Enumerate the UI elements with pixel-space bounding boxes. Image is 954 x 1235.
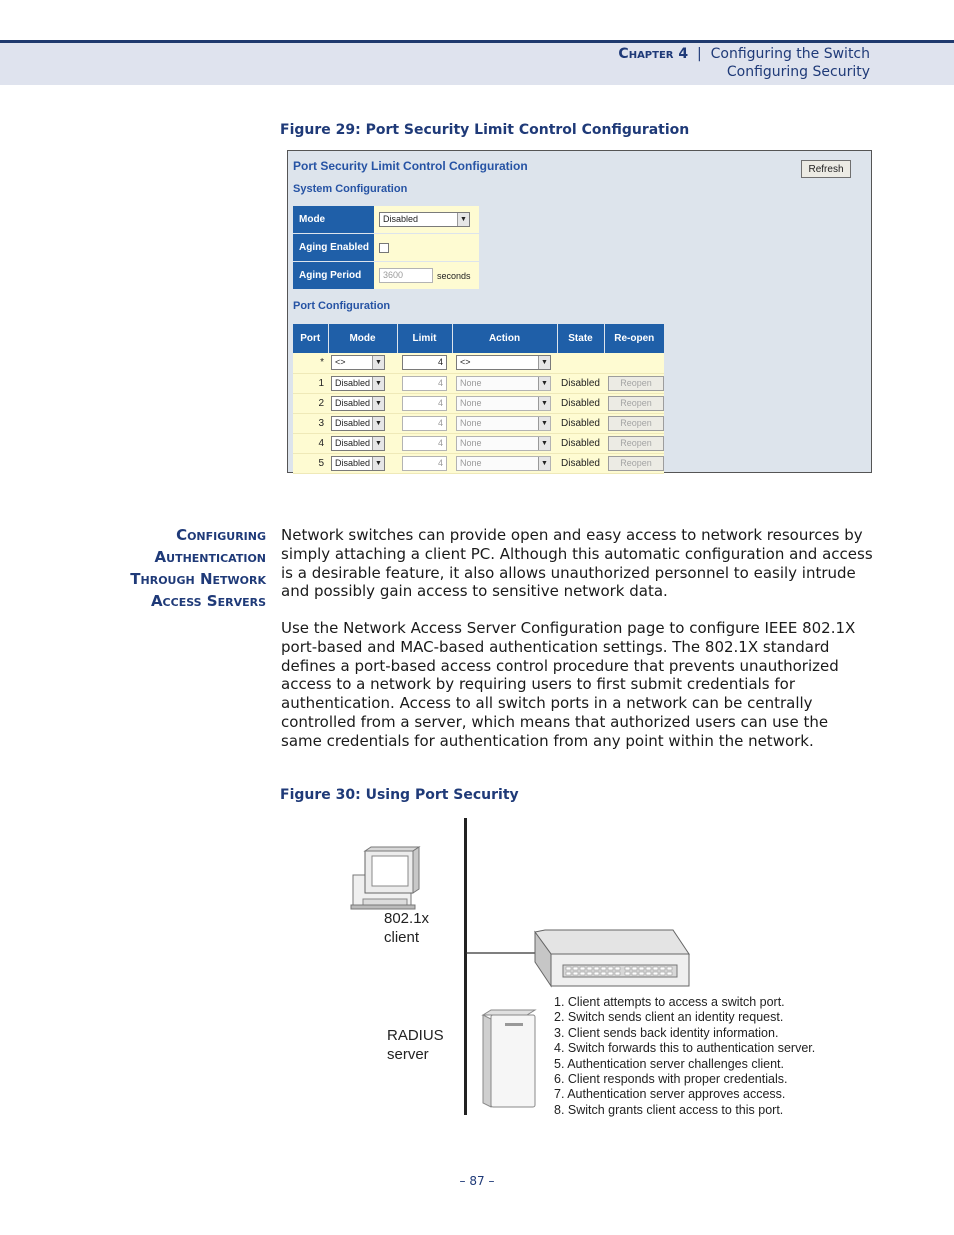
action-select[interactable]: None ▼	[456, 416, 551, 431]
chevron-down-icon: ▼	[538, 457, 550, 470]
port-security-diagram	[345, 818, 865, 1118]
port-configuration-heading: Port Configuration	[293, 300, 391, 312]
running-header-chapter	[618, 46, 870, 62]
header-separator: |	[697, 46, 702, 62]
mode-select[interactable]: Disabled ▼	[331, 376, 385, 391]
mode-select[interactable]: <> ▼	[331, 355, 385, 370]
state-cell: Disabled	[557, 433, 604, 453]
reopen-button[interactable]: Reopen	[608, 416, 664, 431]
server-icon	[483, 1010, 535, 1107]
table-row	[293, 453, 664, 473]
chapter-title: Configuring the Switch	[710, 46, 870, 62]
chevron-down-icon: ▼	[538, 437, 550, 450]
action-select[interactable]: None ▼	[456, 436, 551, 451]
authentication-steps-list	[554, 995, 815, 1118]
action-select[interactable]: None ▼	[456, 456, 551, 471]
chapter-number: Chapter 4	[618, 46, 689, 62]
state-cell: Disabled	[557, 413, 604, 433]
page-number: – 87 –	[459, 1174, 495, 1188]
port-cell: 2	[293, 393, 328, 413]
col-mode: Mode	[328, 324, 397, 353]
state-cell: Disabled	[557, 453, 604, 473]
refresh-button[interactable]: Refresh	[801, 160, 851, 178]
table-row	[293, 433, 664, 453]
table-row	[293, 373, 664, 393]
reopen-button[interactable]: Reopen	[608, 396, 664, 411]
mode-select[interactable]: Disabled ▼	[331, 396, 385, 411]
pc-client-icon	[351, 847, 419, 909]
port-cell: 4	[293, 433, 328, 453]
state-cell: Disabled	[557, 373, 604, 393]
chevron-down-icon: ▼	[372, 377, 384, 390]
chevron-down-icon: ▼	[372, 356, 384, 369]
action-select[interactable]: None ▼	[456, 376, 551, 391]
chevron-down-icon: ▼	[372, 397, 384, 410]
port-security-screenshot	[287, 150, 872, 473]
chevron-down-icon: ▼	[538, 356, 550, 369]
mode-select[interactable]: Disabled ▼	[331, 416, 385, 431]
col-port: Port	[293, 324, 328, 353]
chevron-down-icon: ▼	[538, 397, 550, 410]
reopen-cell	[604, 353, 664, 373]
limit-input[interactable]: 4	[402, 376, 447, 391]
aging-enabled-checkbox[interactable]	[379, 243, 389, 253]
mode-select[interactable]: Disabled ▼	[379, 212, 470, 227]
chevron-down-icon: ▼	[538, 417, 550, 430]
aging-period-unit: seconds	[437, 270, 471, 281]
figure-30-caption: Figure 30: Using Port Security	[280, 787, 519, 803]
port-cell: 5	[293, 453, 328, 473]
col-limit: Limit	[397, 324, 452, 353]
list-item: 4. Switch forwards this to authentication server.	[554, 1041, 816, 1056]
mode-select[interactable]: Disabled ▼	[331, 456, 385, 471]
list-item: 8. Switch grants client access to this port.	[554, 1102, 784, 1117]
body-paragraph-2: Use the Network Access Server Configuration page to configure IEEE 802.1X port-based and MAC-based authentication settings. The 802.1X standard defines a port-based access control procedure that prevents unauthorized access to a network by requiring users to first submit credentials for authentication. Access to all switch ports in a network can be centrally controlled from a server, which means that authorized users can use the same credentials for authentication from any point within the network.	[281, 619, 856, 750]
panel-title: Port Security Limit Control Configuration	[293, 159, 528, 173]
running-header-section: Configuring Security	[726, 64, 870, 80]
switch-icon	[535, 930, 689, 986]
port-cell: *	[293, 353, 328, 373]
action-select[interactable]: <> ▼	[456, 355, 551, 370]
aging-period-label: Aging Period	[293, 262, 374, 290]
action-select[interactable]: None ▼	[456, 396, 551, 411]
list-item: 2. Switch sends client an identity request.	[554, 1010, 784, 1025]
limit-input[interactable]: 4	[402, 355, 447, 370]
chevron-down-icon: ▼	[538, 377, 550, 390]
chevron-down-icon: ▼	[457, 213, 469, 226]
reopen-button[interactable]: Reopen	[608, 376, 664, 391]
port-cell: 1	[293, 373, 328, 393]
figure-29-caption: Figure 29: Port Security Limit Control Configuration	[280, 122, 690, 138]
list-item: 3. Client sends back identity information.	[554, 1025, 779, 1040]
mode-row	[293, 206, 479, 234]
aging-enabled-row	[293, 234, 479, 262]
port-cell: 3	[293, 413, 328, 433]
table-row	[293, 393, 664, 413]
col-state: State	[557, 324, 604, 353]
table-row	[293, 353, 664, 373]
limit-input[interactable]: 4	[402, 416, 447, 431]
port-configuration-table	[293, 324, 664, 474]
state-cell	[557, 353, 604, 373]
chevron-down-icon: ▼	[372, 417, 384, 430]
reopen-button[interactable]: Reopen	[608, 456, 664, 471]
limit-input[interactable]: 4	[402, 456, 447, 471]
state-cell: Disabled	[557, 393, 604, 413]
mode-select[interactable]: Disabled ▼	[331, 436, 385, 451]
col-action: Action	[452, 324, 557, 353]
aging-enabled-label: Aging Enabled	[293, 234, 374, 262]
body-paragraph-1: Network switches can provide open and easy access to network resources by simply attaching a client PC. Although this automatic configuration and access is a desirable feature, it also allows unauthorized personnel to easily intrude and possibly gain access to sensitive network data.	[281, 526, 873, 601]
reopen-button[interactable]: Reopen	[608, 436, 664, 451]
radius-server-label: RADIUS server	[387, 1027, 444, 1063]
aging-period-row	[293, 262, 479, 290]
client-label: 802.1x client	[384, 910, 430, 946]
table-row	[293, 413, 664, 433]
chevron-down-icon: ▼	[372, 457, 384, 470]
mode-label: Mode	[293, 206, 374, 234]
col-reopen: Re-open	[604, 324, 664, 353]
section-heading: Configuring Authentication Through Network Access Servers	[130, 526, 266, 610]
limit-input[interactable]: 4	[402, 436, 447, 451]
list-item: 5. Authentication server challenges client.	[554, 1056, 784, 1071]
list-item: 7. Authentication server approves access.	[554, 1087, 786, 1102]
system-configuration-heading: System Configuration	[293, 183, 408, 195]
table-header-row	[293, 324, 664, 353]
list-item: 6. Client responds with proper credentials.	[554, 1072, 788, 1087]
aging-period-input[interactable]: 3600	[379, 268, 433, 283]
list-item: 1. Client attempts to access a switch port.	[554, 995, 785, 1009]
limit-input[interactable]: 4	[402, 396, 447, 411]
network-backbone-line	[464, 818, 467, 1115]
chevron-down-icon: ▼	[372, 437, 384, 450]
